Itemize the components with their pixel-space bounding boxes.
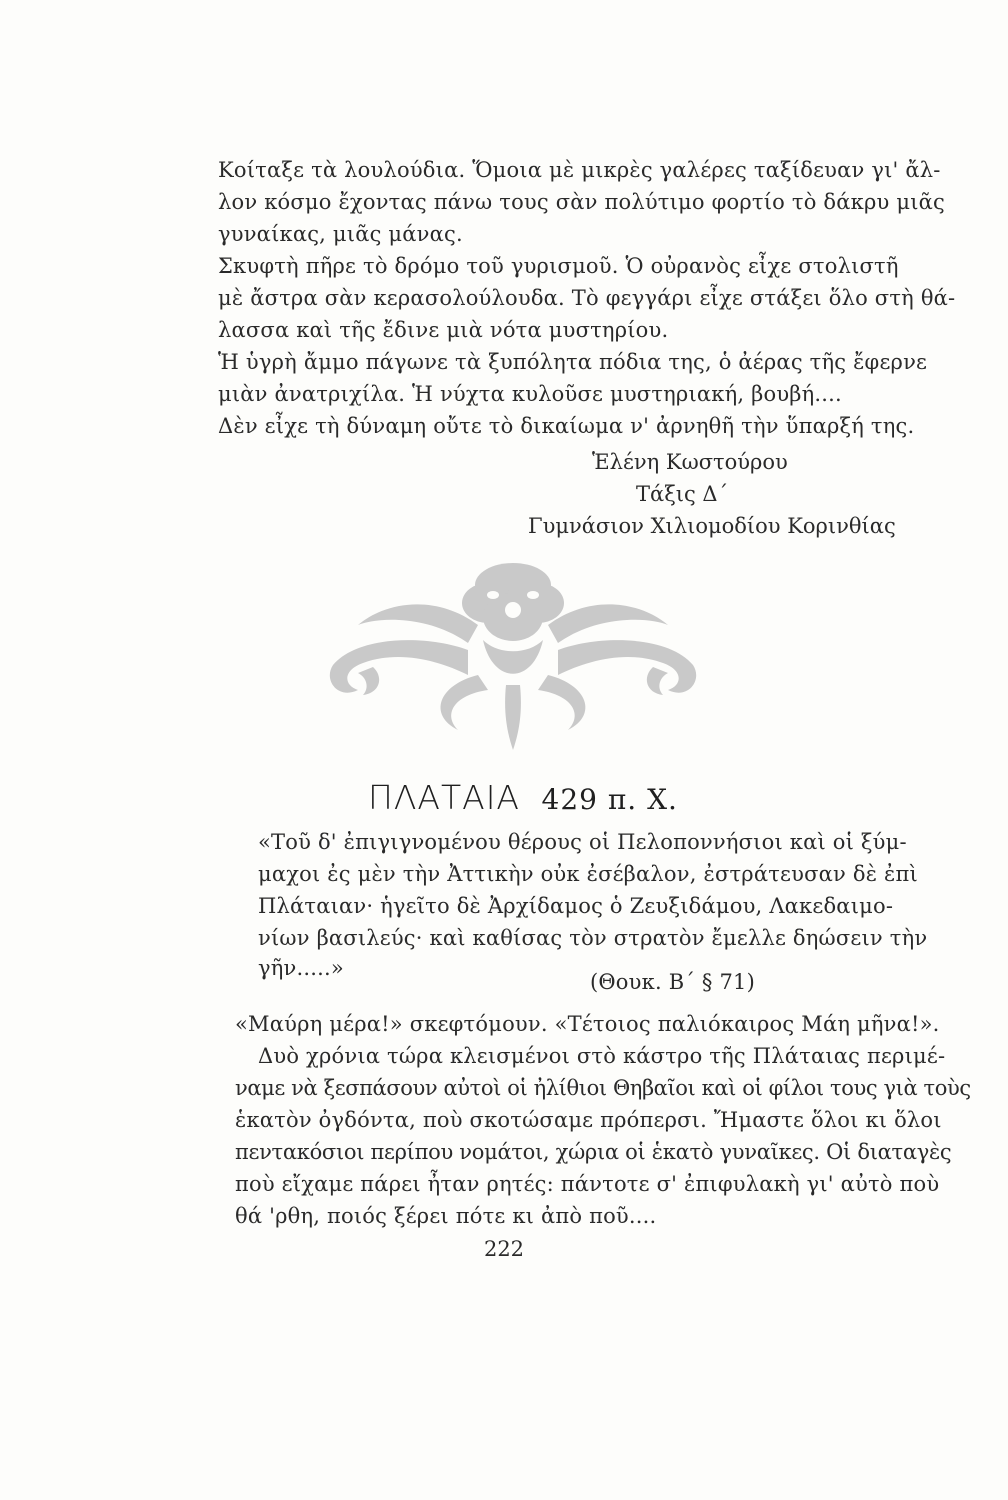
- text-line: μὲ ἄστρα σὰν κερασολούλουδα. Τὸ φεγγάρι εἶχε στάξει ὅλο στὴ θά-: [218, 286, 956, 310]
- text-line: λον κόσμο ἔχοντας πάνω τους σὰν πολύτιμο φορτίο τὸ δάκρυ μιᾶς: [218, 190, 945, 214]
- chapter-date: 429 π. Χ.: [541, 783, 678, 816]
- text-line: Κοίταξε τὰ λουλούδια. Ὅμοια μὲ μικρὲς γαλέρες ταξίδευαν γι' ἄλ-: [218, 158, 941, 182]
- text-line: ποὺ εἴχαμε πάρει ἦταν ρητές: πάντοτε σ' ἐπιφυλακὴ γι' αὐτὸ ποὺ: [235, 1172, 940, 1196]
- page-number: 222: [483, 1237, 525, 1261]
- text-line: Ἡ ὑγρὴ ἄμμο πάγωνε τὰ ξυπόλητα πόδια της, ὁ ἀέρας τῆς ἔφερνε: [218, 350, 928, 374]
- floral-ornament-icon: [318, 555, 708, 755]
- text-line: θά 'ρθη, ποιός ξέρει πότε κι ἀπὸ ποῦ....: [235, 1204, 657, 1228]
- text-line: γυναίκας, μιᾶς μάνας.: [218, 222, 463, 246]
- text-line: «Μαύρη μέρα!» σκεφτόμουν. «Τέτοιος παλιόκαιρος Μάη μῆνα!».: [235, 1012, 940, 1036]
- quote-line: μαχοι ἐς μὲν τὴν Ἀττικὴν οὐκ ἐσέβαλον, ἐστράτευσαν δὲ ἐπὶ: [258, 862, 918, 886]
- text-line: ἑκατὸν ὀγδόντα, ποὺ σκοτώσαμε πρόπερσι. Ἤμαστε ὅλοι κι ὅλοι: [235, 1108, 942, 1132]
- text-line: μιὰν ἀνατριχίλα. Ἡ νύχτα κυλοῦσε μυστηριακή, βουβή....: [218, 382, 842, 406]
- chapter-heading: [368, 778, 678, 817]
- text-line: λασσα καὶ τῆς ἔδινε μιὰ νότα μυστηρίου.: [218, 318, 669, 342]
- text-line: Σκυφτὴ πῆρε τὸ δρόμο τοῦ γυρισμοῦ. Ὁ οὐρανὸς εἶχε στολιστῆ: [218, 254, 899, 278]
- quote-line: νίων βασιλεύς· καὶ καθίσας τὸν στρατὸν ἔμελλε δηώσειν τὴν: [258, 926, 928, 950]
- quote-line: Πλάταιαν· ἡγεῖτο δὲ Ἀρχίδαμος ὁ Ζευξιδάμου, Λακεδαιμο-: [258, 894, 894, 918]
- text-line: Δυὸ χρόνια τώρα κλεισμένοι στὸ κάστρο τῆς Πλάταιας περιμέ-: [258, 1044, 946, 1068]
- text-line: πεντακόσιοι περίπου νομάτοι, χώρια οἱ ἑκατὸ γυναῖκες. Οἱ διαταγὲς: [235, 1140, 952, 1164]
- chapter-title: ΠΛΑΤΑΙΑ: [368, 778, 521, 817]
- quote-line: «Τοῦ δ' ἐπιγιγνομένου θέρους οἱ Πελοποννήσιοι καὶ οἱ ξύμ-: [258, 830, 907, 854]
- quote-line: γῆν.....»: [258, 956, 344, 980]
- quote-citation: (Θουκ. Β΄ § 71): [590, 970, 755, 994]
- school-name: Γυμνάσιον Χιλιομοδίου Κορινθίας: [528, 514, 896, 538]
- text-line: ναμε νὰ ξεσπάσουν αὐτοὶ οἱ ἠλίθιοι Θηβαῖοι καὶ οἱ φίλοι τους γιὰ τοὺς: [235, 1076, 971, 1100]
- class-label: Τάξις Δ΄: [636, 482, 729, 506]
- text-line: Δὲν εἶχε τὴ δύναμη οὔτε τὸ δικαίωμα ν' ἀρνηθῆ τὴν ὕπαρξή της.: [218, 414, 915, 438]
- author-name: Ἑλένη Κωστούρου: [592, 450, 788, 474]
